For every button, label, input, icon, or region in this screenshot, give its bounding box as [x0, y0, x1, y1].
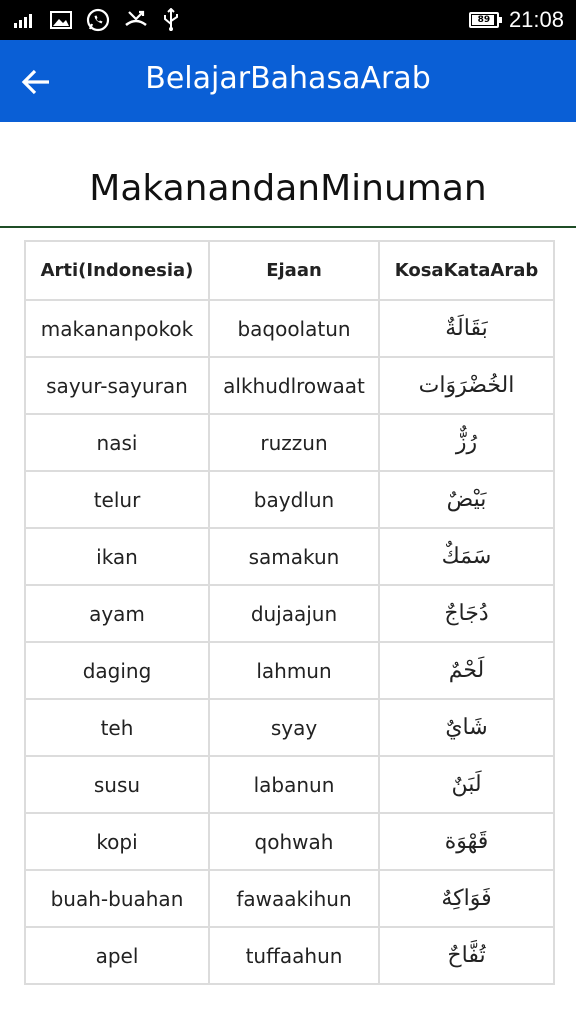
table-row — [25, 756, 554, 813]
cell-arti: ayam — [25, 585, 209, 642]
cell-ejaan: samakun — [209, 528, 379, 585]
table-row — [25, 699, 554, 756]
status-bar — [0, 0, 576, 40]
table-row — [25, 357, 554, 414]
cell-ejaan: ruzzun — [209, 414, 379, 471]
cell-arti: buah-buahan — [25, 870, 209, 927]
status-icons-left — [14, 8, 180, 32]
table-row — [25, 300, 554, 357]
cell-arti: ikan — [25, 528, 209, 585]
app-bar — [0, 40, 576, 122]
heading-divider — [0, 226, 576, 228]
table-row — [25, 870, 554, 927]
cell-arab: بَقَالَةٌ — [379, 300, 554, 357]
cell-ejaan: labanun — [209, 756, 379, 813]
cell-ejaan: dujaajun — [209, 585, 379, 642]
cell-arab: لَبَنٌ — [379, 756, 554, 813]
cell-arti: kopi — [25, 813, 209, 870]
cell-arab: لَحْمٌ — [379, 642, 554, 699]
table-row — [25, 642, 554, 699]
app-title: BelajarBahasaArab — [145, 61, 431, 96]
cell-arti: telur — [25, 471, 209, 528]
cell-ejaan: baydlun — [209, 471, 379, 528]
column-header-arti: Arti(Indonesia) — [25, 241, 209, 300]
cell-arti: makananpokok — [25, 300, 209, 357]
cell-arti: apel — [25, 927, 209, 984]
column-header-arab: KosaKataArab — [379, 241, 554, 300]
table-row — [25, 528, 554, 585]
cell-ejaan: alkhudlrowaat — [209, 357, 379, 414]
cell-ejaan: qohwah — [209, 813, 379, 870]
cell-arti: daging — [25, 642, 209, 699]
table-row — [25, 585, 554, 642]
cell-arti: sayur-sayuran — [25, 357, 209, 414]
cell-arti: susu — [25, 756, 209, 813]
cell-arab: تُفَّاحٌ — [379, 927, 554, 984]
cell-ejaan: tuffaahun — [209, 927, 379, 984]
cell-ejaan: baqoolatun — [209, 300, 379, 357]
cell-ejaan: lahmun — [209, 642, 379, 699]
clock: 21:08 — [508, 7, 564, 32]
vocabulary-table — [24, 240, 553, 985]
cell-arab: دُجَاجٌ — [379, 585, 554, 642]
cell-arab: قَهْوَة — [379, 813, 554, 870]
cell-arab: سَمَكٌ — [379, 528, 554, 585]
whatsapp-icon — [86, 8, 110, 32]
status-icons-right — [469, 7, 564, 33]
cell-arab: الخُضْرَوَات — [379, 357, 554, 414]
cell-ejaan: fawaakihun — [209, 870, 379, 927]
cell-ejaan: syay — [209, 699, 379, 756]
cell-arab: فَوَاكِهٌ — [379, 870, 554, 927]
battery-icon — [469, 12, 499, 28]
cell-arab: شَايٌ — [379, 699, 554, 756]
column-header-ejaan: Ejaan — [209, 241, 379, 300]
battery-level: 89 — [477, 15, 491, 25]
table-row — [25, 471, 554, 528]
table-header-row — [25, 241, 554, 300]
table-row — [25, 414, 554, 471]
cell-arab: بَيْضٌ — [379, 471, 554, 528]
missed-call-icon — [124, 9, 148, 31]
page-title: MakanandanMinuman — [89, 168, 487, 209]
cell-arab: رُزٌّ — [379, 414, 554, 471]
signal-icon — [14, 12, 36, 28]
cell-arti: nasi — [25, 414, 209, 471]
gallery-icon — [50, 11, 72, 29]
table-row — [25, 927, 554, 984]
cell-arti: teh — [25, 699, 209, 756]
usb-icon — [162, 8, 180, 32]
table-row — [25, 813, 554, 870]
